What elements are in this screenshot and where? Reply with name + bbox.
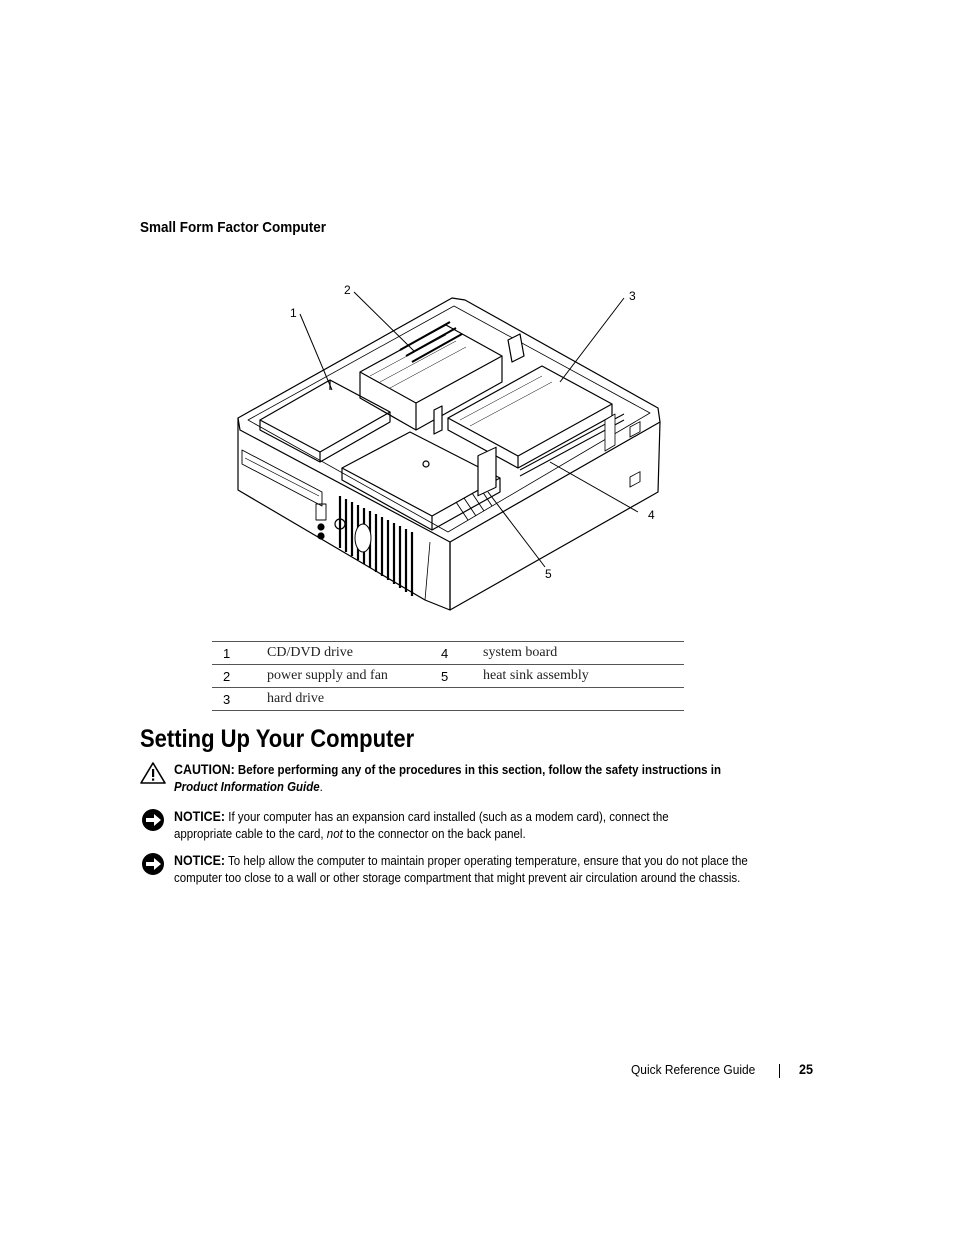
- callout-4-leader: [550, 462, 638, 512]
- callout-3-leader: [560, 298, 624, 382]
- front-vents: [340, 496, 412, 596]
- page-number: 25: [799, 1061, 814, 1077]
- legend-number: [437, 688, 483, 711]
- legend-label: heat sink assembly: [483, 665, 684, 688]
- notice-block-2: [140, 852, 760, 887]
- notice-icon: [140, 808, 166, 832]
- caution-label: CAUTION:: [174, 762, 235, 777]
- notice-label: NOTICE:: [174, 809, 226, 824]
- legend-number: 3: [212, 688, 267, 711]
- notice-label: NOTICE:: [174, 853, 226, 868]
- callout-1: 1: [290, 306, 297, 320]
- caution-block: [140, 761, 760, 796]
- callout-5: 5: [545, 567, 552, 581]
- callout-1-leader: [300, 314, 332, 390]
- footer-separator: [779, 1064, 780, 1078]
- notice-emphasis: not: [326, 827, 343, 841]
- caution-end: .: [319, 780, 323, 794]
- legend-label: system board: [483, 642, 684, 665]
- legend-number: 4: [437, 642, 483, 665]
- legend-number: 5: [437, 665, 483, 688]
- caution-triangle-icon: [140, 761, 166, 785]
- computer-illustration: [220, 280, 680, 620]
- section-heading: Small Form Factor Computer: [140, 219, 327, 236]
- legend-label: hard drive: [267, 688, 437, 711]
- chassis-side-panel: [450, 422, 660, 610]
- footer-guide-title: Quick Reference Guide: [631, 1062, 756, 1077]
- legend-label: CD/DVD drive: [267, 642, 437, 665]
- callout-2-leader: [354, 292, 415, 352]
- heat-sink: [342, 432, 500, 516]
- usb-ports: [316, 504, 326, 520]
- notice-text-end: to the connector on the back panel.: [346, 827, 526, 841]
- computer-interior-drawing: [220, 280, 680, 620]
- table-row: [212, 665, 684, 688]
- callout-2: 2: [344, 283, 351, 297]
- power-supply: [360, 325, 502, 403]
- legend-label: power supply and fan: [267, 665, 437, 688]
- caution-text: Before performing any of the procedures in this section, follow the safety instructions in: [237, 763, 721, 777]
- callout-3: 3: [629, 289, 636, 303]
- callout-5-leader: [488, 492, 545, 567]
- legend-label: [483, 688, 684, 711]
- hard-drive: [448, 366, 612, 456]
- notice-icon: [140, 852, 166, 876]
- caution-guide-title: Product Information Guide: [174, 780, 320, 794]
- notice-block-1: [140, 808, 760, 843]
- front-logo-badge: [355, 524, 371, 552]
- legend-number: 1: [212, 642, 267, 665]
- callout-4: 4: [648, 508, 655, 522]
- front-drive-slot: [242, 450, 322, 506]
- cd-dvd-drive: [260, 380, 390, 452]
- table-row: [212, 642, 684, 665]
- table-row: [212, 688, 684, 711]
- legend-number: 2: [212, 665, 267, 688]
- figure-legend-table: [212, 641, 684, 711]
- page-title: Setting Up Your Computer: [140, 725, 415, 753]
- notice-text: To help allow the computer to maintain proper operating temperature, ensure that you do not place the computer too close to a wall or other storage compartment that might prevent air circulation around the chassis.: [174, 854, 748, 885]
- notice-text: If your computer has an expansion card installed (such as a modem card), connect the appropriate cable to the card,: [174, 810, 669, 841]
